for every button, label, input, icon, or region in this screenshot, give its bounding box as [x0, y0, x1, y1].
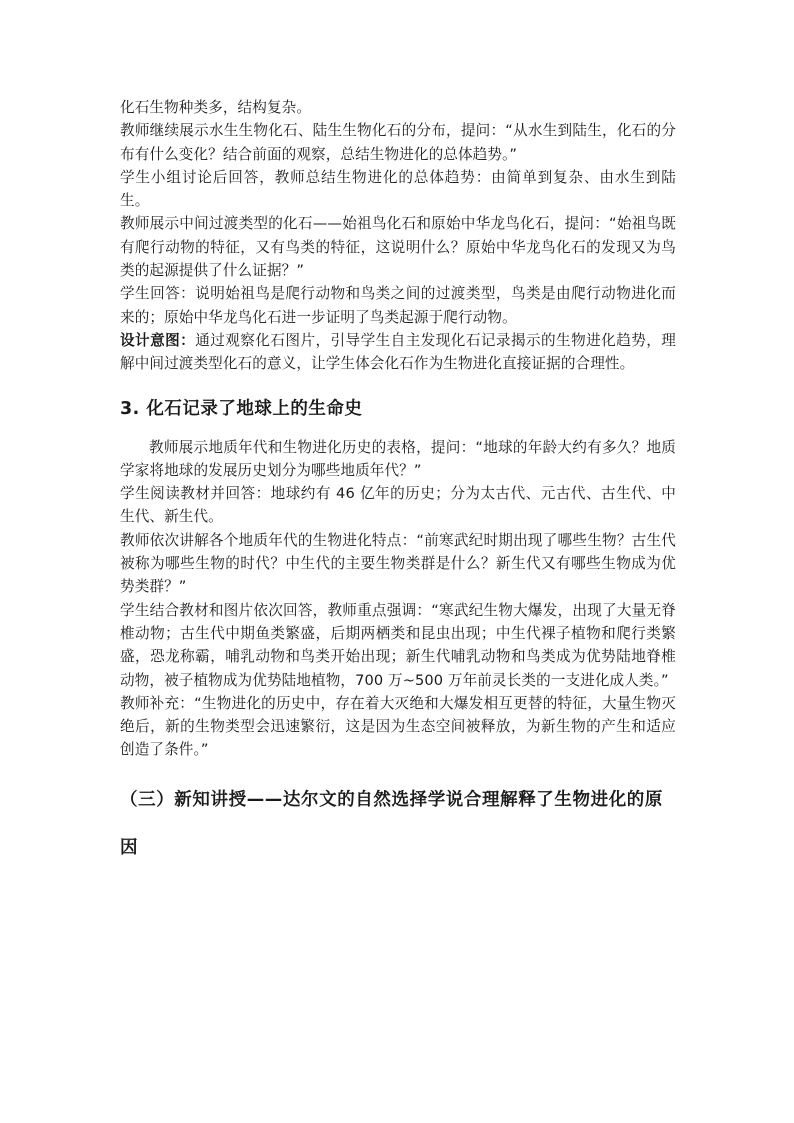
- paragraph: 化石生物种类多，结构复杂。: [120, 99, 312, 116]
- paragraph: 教师展示地质年代和生物进化历史的表格，提问：“地球的年龄大约有多久？地质学家将地球的发展历史划分为哪些地质年代？”: [120, 438, 676, 479]
- design-intent-text: 通过观察化石图片，引导学生自主发现化石记录揭示的生物进化趋势，理解中间过渡类型化石的意义，让学生体会化石作为生物进化直接证据的合理性。: [120, 331, 676, 373]
- paragraph: 教师依次讲解各个地质年代的生物进化特点：“前寒武纪时期出现了哪些生物？古生代被称为哪些生物的时代？中生代的主要生物类群是什么？新生代又有哪些生物成为优势类群？”: [120, 531, 676, 596]
- paragraph: 学生小组讨论后回答，教师总结生物进化的总体趋势：由简单到复杂、由水生到陆生。: [120, 168, 676, 210]
- paragraph: 学生回答：说明始祖鸟是爬行动物和鸟类之间的过渡类型，鸟类是由爬行动物进化而来的；原始中华龙鸟化石进一步证明了鸟类起源于爬行动物。: [120, 285, 676, 326]
- design-intent-label: 设计意图：: [120, 331, 196, 349]
- paragraph: 教师补充：“生物进化的历史中，存在着大灭绝和大爆发相互更替的特征，大量生物灭绝后，新的生物类型会迅速繁衍，这是因为生态空间被释放，为新生物的产生和适应创造了条件。”: [120, 694, 676, 759]
- section-3-heading: 3. 化石记录了地球上的生命史: [120, 398, 363, 419]
- paragraph: 学生阅读教材并回答：地球约有 46 亿年的历史；分为太古代、元古代、古生代、中生代、新生代。: [120, 485, 676, 526]
- paragraph: 教师展示中间过渡类型的化石——始祖鸟化石和原始中华龙鸟化石，提问：“始祖鸟既有爬行动物的特征，又有鸟类的特征，这说明什么？原始中华龙鸟化石的发现又为鸟类的起源提供了什么证据？”: [120, 215, 676, 280]
- paragraph: 学生结合教材和图片依次回答，教师重点强调：“寒武纪生物大爆发，出现了大量无脊椎动物；古生代中期鱼类繁盛，后期两栖类和昆虫出现；中生代裸子植物和爬行类繁盛，恐龙称霸，哺乳动物和鸟类开始出现；新生代哺乳动物和鸟类成为优势陆地脊椎动物，被子植物成为优势陆地植物，700 万~500 万年前灵长类的一支进化成人类。”: [120, 601, 676, 689]
- section-heading-new-knowledge: （三）新知讲授——达尔文的自然选择学说合理解释了生物进化的原因: [120, 789, 663, 858]
- page-content: [120, 96, 676, 872]
- design-intent-paragraph: [120, 329, 676, 376]
- paragraph: 教师继续展示水生生物化石、陆生生物化石的分布，提问：“从水生到陆生，化石的分布有什么变化？结合前面的观察，总结生物进化的总体趋势。”: [120, 122, 676, 163]
